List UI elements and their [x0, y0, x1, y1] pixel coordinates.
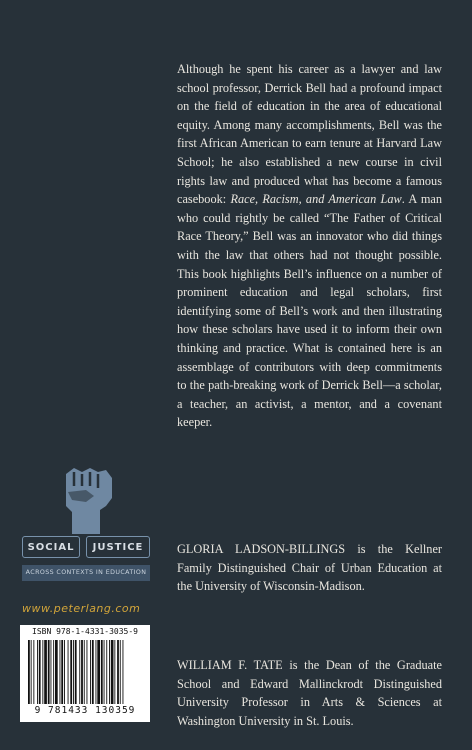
barcode-bars	[26, 640, 144, 704]
barcode-bar	[53, 640, 54, 704]
barcode-bar	[37, 640, 38, 704]
barcode-bar	[33, 640, 34, 704]
barcode-bar	[28, 640, 30, 704]
barcode-bar	[81, 640, 83, 704]
raised-fist-icon	[56, 462, 116, 534]
barcode-bar	[104, 640, 105, 704]
barcode-bar	[123, 640, 124, 704]
barcode-bar	[42, 640, 43, 704]
barcode-number: 9 781433 130359	[34, 705, 136, 716]
author-bio-tate: WILLIAM F. TATE is the Dean of the Graduate School and Edward Mallinckrodt Distinguished University Professor in Arts & Sciences at Washington University in St. Louis.	[177, 658, 442, 728]
barcode-bar	[68, 640, 69, 704]
barcode-bar	[51, 640, 52, 704]
barcode-bar	[84, 640, 85, 704]
barcode-bar	[87, 640, 88, 704]
series-tagline: ACROSS CONTEXTS IN EDUCATION	[22, 565, 150, 581]
book-description	[177, 60, 442, 432]
publisher-url: www.peterlang.com	[22, 602, 141, 615]
description-text-1: Although he spent his career as a lawyer and law school professor, Derrick Bell had a profound impact on the field of education in the area of educational equity. Among many accomplishments, Bell was the first African American to earn tenure at Harvard Law School; he also established a new course in civil rights law and produced what has become a famous casebook:	[177, 62, 442, 207]
series-logo	[22, 462, 150, 590]
barcode-bar	[73, 640, 74, 704]
barcode-bar	[97, 640, 100, 704]
barcode-bar	[96, 640, 97, 704]
barcode-bar	[31, 640, 32, 704]
barcode-bar	[90, 640, 91, 704]
barcode-bar	[111, 640, 114, 704]
description-text-2: . A man who could rightly be called “The Father of Critical Race Theory,” Bell was an innovator who did things with the law that others had not thought possible. This book highlights Bell’s influence on a number of prominent education and legal scholars, first identifying some of Bell’s work and then illustrating how these scholars have used it to inform their own thinking and practice. What is contained here is an assemblage of contributors with deep commitments to the path-breaking work of Derrick Bell—a scholar, a teacher, an activist, a mentor, and a covenant keeper.	[177, 192, 442, 430]
barcode-bar	[106, 640, 107, 704]
barcode-bar	[70, 640, 72, 704]
casebook-title: Race, Racism, and American Law	[230, 192, 402, 207]
barcode-bar	[48, 640, 50, 704]
barcode-bar	[117, 640, 119, 704]
author-bio-ladson-billings: GLORIA LADSON-BILLINGS is the Kellner Family Distinguished Chair of Urban Education at the University of Wisconsin-Madison.	[177, 542, 442, 594]
barcode-bar	[92, 640, 94, 704]
barcode-bar	[120, 640, 121, 704]
series-label-justice: JUSTICE	[86, 536, 150, 558]
barcode-bar	[114, 640, 115, 704]
barcode-bar	[79, 640, 80, 704]
barcode-bar	[39, 640, 41, 704]
barcode-bar	[64, 640, 65, 704]
isbn-label: ISBN 978-1-4331-3035-9	[32, 627, 138, 636]
barcode-bar	[44, 640, 47, 704]
barcode-bar	[61, 640, 63, 704]
barcode-bar	[55, 640, 58, 704]
barcode-bar	[60, 640, 61, 704]
barcode-bar	[101, 640, 103, 704]
series-label-social: SOCIAL	[22, 536, 80, 558]
barcode-panel	[20, 625, 150, 722]
barcode-bar	[109, 640, 110, 704]
barcode-bar	[75, 640, 77, 704]
